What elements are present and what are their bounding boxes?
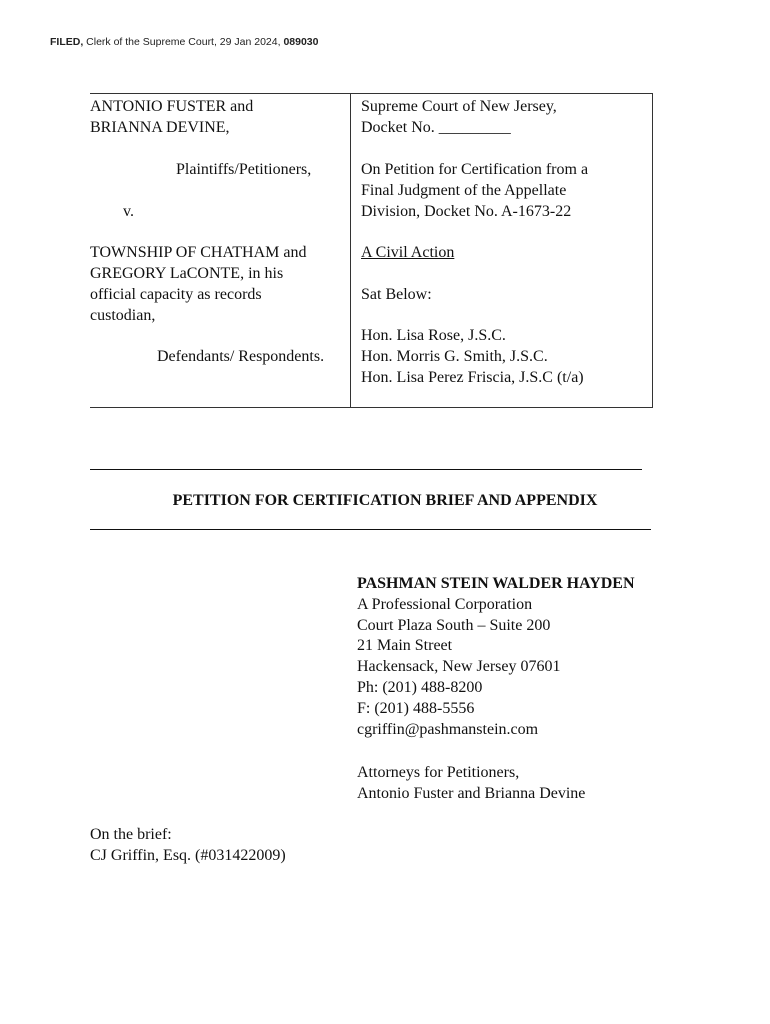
versus: v. [123, 203, 134, 220]
filed-number: 089030 [283, 36, 319, 48]
plaintiff-line-2: BRIANNA DEVINE, [90, 119, 230, 136]
defendant-line-4: custodian, [90, 307, 156, 324]
court-line-1: Supreme Court of New Jersey, [361, 98, 557, 115]
firm-phone: Ph: (201) 488-8200 [357, 678, 483, 696]
filed-label: FILED, [50, 36, 84, 48]
firm-address-2: 21 Main Street [357, 637, 453, 655]
petition-line-1: On Petition for Certification from a [361, 161, 589, 178]
attorneys-for-block [357, 762, 585, 804]
attorneys-for-line-1: Attorneys for Petitioners, [357, 764, 520, 781]
sat-below-label: Sat Below: [361, 286, 432, 303]
petition-line-3: Division, Docket No. A-1673-22 [361, 203, 572, 220]
caption-divider [350, 94, 351, 407]
firm-address-1: Court Plaza South – Suite 200 [357, 616, 551, 634]
on-brief-block [90, 824, 286, 866]
on-brief-label: On the brief: [90, 826, 172, 843]
firm-block [357, 574, 635, 740]
title-rule-bottom [90, 529, 651, 530]
action-type: A Civil Action [361, 244, 455, 261]
petition-line-2: Final Judgment of the Appellate [361, 182, 567, 199]
defendant-line-3: official capacity as records [90, 286, 262, 303]
judge-3: Hon. Lisa Perez Friscia, J.S.C (t/a) [361, 369, 584, 386]
firm-city: Hackensack, New Jersey 07601 [357, 658, 561, 676]
case-caption-box [90, 93, 653, 408]
judge-1: Hon. Lisa Rose, J.S.C. [361, 327, 506, 344]
defendant-line-1: TOWNSHIP OF CHATHAM and [90, 244, 307, 261]
plaintiffs-role: Plaintiffs/Petitioners, [176, 161, 312, 178]
document-title: PETITION FOR CERTIFICATION BRIEF AND APPENDIX [172, 492, 598, 509]
judge-2: Hon. Morris G. Smith, J.S.C. [361, 348, 548, 365]
defendant-line-2: GREGORY LaCONTE, in his [90, 265, 284, 282]
on-brief-attorney: CJ Griffin, Esq. (#031422009) [90, 847, 286, 864]
defendants-role: Defendants/ Respondents. [157, 348, 325, 365]
firm-fax: F: (201) 488-5556 [357, 699, 475, 717]
docket-line: Docket No. _________ [361, 119, 511, 136]
attorneys-for-line-2: Antonio Fuster and Brianna Devine [357, 785, 586, 802]
plaintiff-line-1: ANTONIO FUSTER and [90, 98, 254, 115]
firm-name: PASHMAN STEIN WALDER HAYDEN [357, 575, 635, 592]
firm-type: A Professional Corporation [357, 595, 533, 613]
firm-email: cgriffin@pashmanstein.com [357, 720, 539, 738]
filed-stamp [50, 36, 319, 48]
title-rule-top [90, 469, 642, 470]
filed-clerk-date: Clerk of the Supreme Court, 29 Jan 2024, [86, 36, 281, 48]
caption-right-border [652, 94, 653, 407]
